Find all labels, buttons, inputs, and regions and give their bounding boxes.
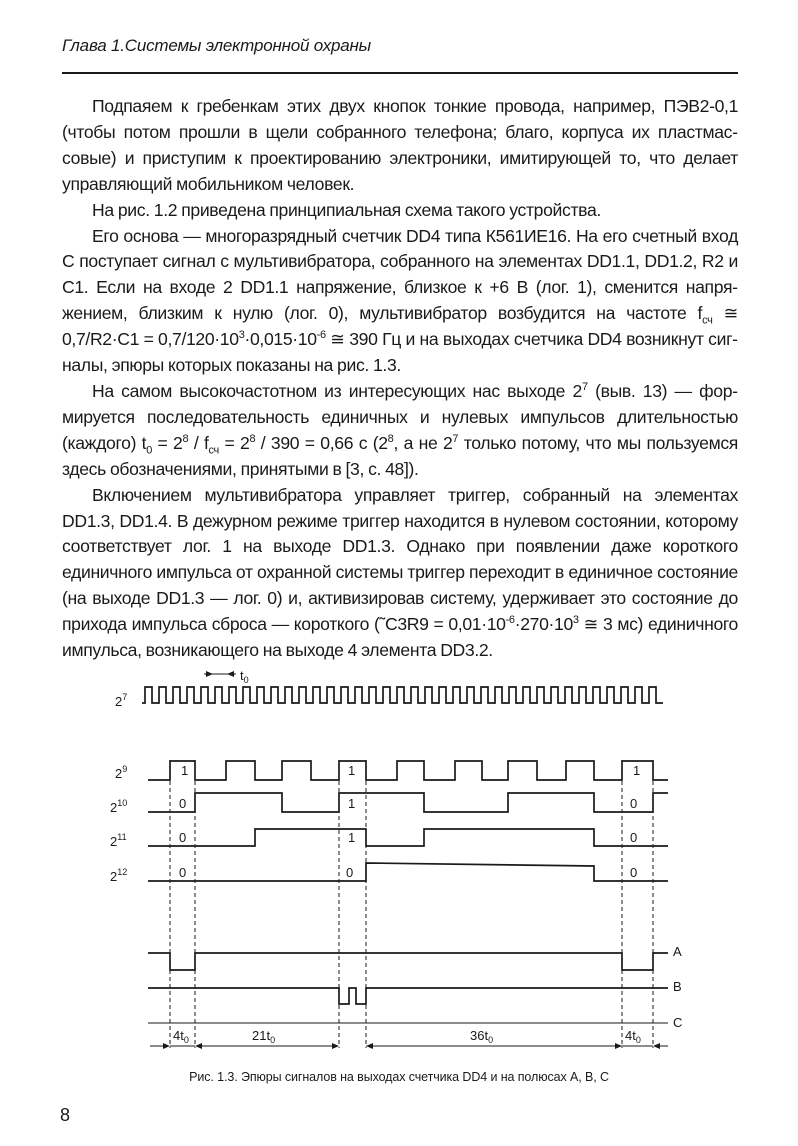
text-run: ≅ 0,7/R2·C1 = 0,7/120·10 bbox=[62, 303, 738, 350]
text-run: = 2 bbox=[151, 432, 183, 453]
t0-label: $t_0$ bbox=[240, 668, 249, 685]
text-run: только потому, что мы пользуемся здесь обозначениями, принятыми в [3, с. 48]). bbox=[62, 432, 738, 479]
waveform-2-9 bbox=[148, 761, 668, 780]
superscript: 7 bbox=[581, 381, 588, 394]
superscript: 8 bbox=[387, 432, 394, 445]
waveform-2-12 bbox=[148, 863, 668, 881]
interval-label-21t0: $21t_0$ bbox=[252, 1028, 276, 1045]
label-2-11: $2^{11}$ bbox=[110, 832, 127, 849]
label-2-9: $2^9$ bbox=[115, 764, 128, 781]
label-2-7: $2^7$ bbox=[115, 692, 128, 709]
arrow-left-icon bbox=[653, 1043, 660, 1049]
superscript: -6 bbox=[316, 329, 326, 342]
pole-label-a: A bbox=[673, 944, 682, 959]
level-label: 1 bbox=[348, 763, 356, 778]
text-run: ≅ 3 мс) единичного импульса, возникающего на выходе 4 элемента DD3.2. bbox=[62, 614, 738, 661]
paragraph-1: Подпаяем к гребенкам этих двух кнопок тонкие провода, например, ПЭВ2-0,1 (чтобы потом прошли в щели собранного телефона; благо, корпуса их пластмассовые) и приступим к проектированию электроники, имитирующей то, что делает управляющий мобильником человек. bbox=[62, 96, 738, 194]
text-run: На самом высокочастотном из интересующих нас выходе 2 bbox=[92, 380, 582, 401]
superscript: 7 bbox=[452, 432, 459, 445]
header-rule bbox=[62, 72, 738, 74]
arrow-left-icon bbox=[366, 1043, 373, 1049]
waveform-2-7 bbox=[142, 687, 663, 703]
level-label: 1 bbox=[633, 763, 641, 778]
superscript: 8 bbox=[182, 432, 189, 445]
t0-marker bbox=[204, 668, 249, 685]
subscript: 0 bbox=[146, 444, 152, 457]
level-label: 0 bbox=[630, 796, 638, 811]
text-run: = 2 bbox=[218, 432, 250, 453]
interval-label-4t0-end: $4t_0$ bbox=[625, 1028, 641, 1045]
level-label: 1 bbox=[181, 763, 189, 778]
text-run: / f bbox=[188, 432, 209, 453]
superscript: 3 bbox=[238, 329, 245, 342]
interval-label-36t0: $36t_0$ bbox=[470, 1028, 494, 1045]
pole-label-c: C bbox=[673, 1015, 683, 1030]
label-2-10: $2^{10}$ bbox=[110, 798, 128, 815]
waveform-2-10 bbox=[148, 793, 668, 812]
superscript: 3 bbox=[572, 614, 579, 627]
chapter-title: Глава 1.Системы электронной охраны bbox=[62, 36, 371, 55]
arrow-right-icon bbox=[615, 1043, 622, 1049]
interval-label-4t0: $4t_0$ bbox=[173, 1028, 189, 1045]
figure-caption: Рис. 1.3. Эпюры сигналов на выходах счетчика DD4 и на полюсах A, B, C bbox=[189, 1070, 609, 1084]
running-header bbox=[62, 36, 738, 74]
text-run: (выв. 13) — формируется последовательность единичных и нулевых импульсов длительностью (каждого) t bbox=[62, 380, 739, 453]
level-label: 0 bbox=[179, 865, 187, 880]
label-2-12: $2^{12}$ bbox=[110, 867, 128, 884]
interval-dimensions bbox=[150, 1043, 668, 1049]
arrow-right-icon bbox=[163, 1043, 170, 1049]
text-run: Его основа — многоразрядный счетчик DD4 типа К561ИЕ16. На его счетный вход С поступает сигнал с мультивибратора, собранного на элементах DD1.1, DD1.2, R2 и C1. Если на входе 2 DD1.1 напряжение, близкое к +6 В (лог. 1), сменится напряжением, близким к нулю (лог. 0), мультивибратор возбудится на частоте f bbox=[62, 225, 738, 324]
level-label: 0 bbox=[630, 830, 638, 845]
paragraph-3 bbox=[62, 224, 738, 379]
text-run: ·270·10 bbox=[514, 614, 573, 635]
arrow-left-icon bbox=[227, 671, 234, 677]
subscript: сч bbox=[702, 314, 713, 327]
level-label: 0 bbox=[179, 830, 187, 845]
text-run: ·0,015·10 bbox=[244, 329, 317, 350]
arrow-right-icon bbox=[332, 1043, 339, 1049]
page-number: 8 bbox=[60, 1105, 71, 1125]
superscript: 8 bbox=[249, 432, 256, 445]
subscript: сч bbox=[208, 444, 219, 457]
text-run: Включением мультивибратора управляет триггер, собранный на элементах DD1.3, DD1.4. В дежурном режиме триггер находится в нулевом состоянии, которому соответствует лог. 1 на выходе DD1.3. Однако при появлении даже короткого единичного импульса от охранной системы триггер переходит в единичное состояние (на выходе DD1.3 — лог. 0) и, активизировав систему, удерживает это состояние до прихода импульса сброса — короткого (˜C3R9 = 0,01·10 bbox=[62, 484, 738, 635]
waveform-2-11 bbox=[148, 829, 668, 846]
arrow-right-icon bbox=[206, 671, 213, 677]
timing-diagram bbox=[0, 656, 798, 1066]
superscript: -6 bbox=[505, 614, 515, 627]
level-label: 0 bbox=[346, 865, 354, 880]
paragraph-5 bbox=[62, 483, 738, 664]
level-label: 1 bbox=[348, 796, 356, 811]
text-run: ≅ 390 Гц и на выходах счетчика DD4 возникнут сигналы, эпюры которых показаны на рис. 1.3. bbox=[62, 329, 738, 376]
text-run: , а не 2 bbox=[393, 432, 453, 453]
paragraph-4 bbox=[62, 379, 738, 483]
paragraph-2: На рис. 1.2 приведена принципиальная схема такого устройства. bbox=[92, 199, 601, 220]
body-text bbox=[62, 94, 738, 664]
pole-label-b: B bbox=[673, 979, 682, 994]
text-run: / 390 = 0,66 с (2 bbox=[255, 432, 388, 453]
arrow-left-icon bbox=[195, 1043, 202, 1049]
level-label: 0 bbox=[630, 865, 638, 880]
level-label: 0 bbox=[179, 796, 187, 811]
level-label: 1 bbox=[348, 830, 356, 845]
waveform-pole-a bbox=[148, 953, 668, 970]
waveform-pole-b bbox=[148, 988, 668, 1004]
